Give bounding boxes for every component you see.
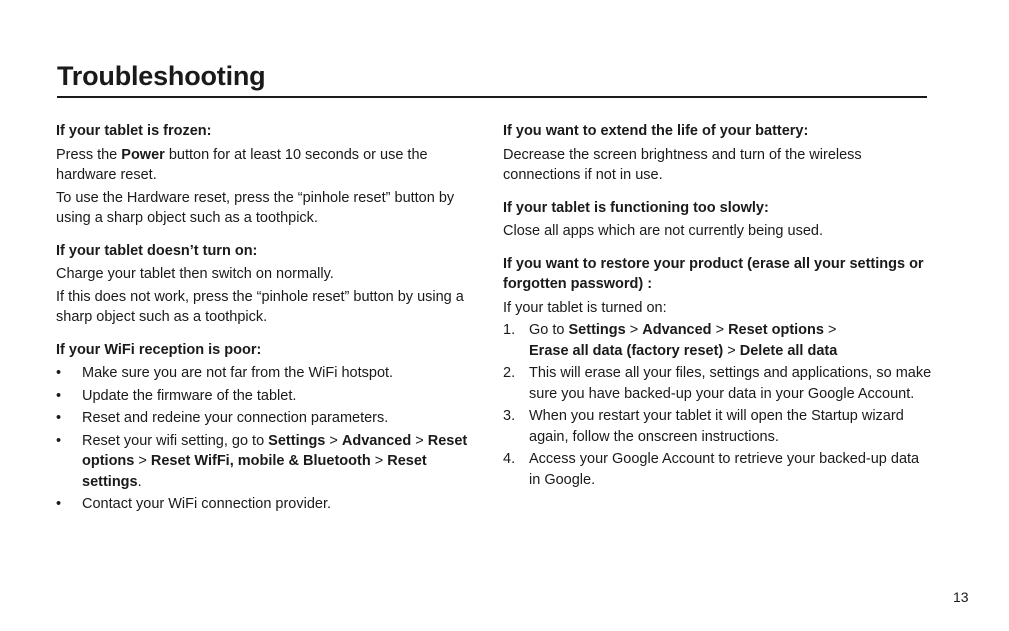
list-item (56, 408, 474, 429)
list-item-text: Update the firmware of the tablet. (82, 387, 297, 404)
text-run: Go to (529, 322, 569, 338)
list-item-text: When you restart your tablet it will open the Startup wizard again, follow the onscreen instructions. (529, 408, 904, 445)
list-item (503, 406, 933, 447)
list-item-text: Access your Google Account to retrieve your backed-up data in Google. (529, 451, 920, 488)
separator: > (723, 342, 740, 359)
list-item (56, 386, 474, 407)
step-number: 4. (503, 451, 516, 467)
restore-steps-list (503, 320, 933, 490)
list-item (56, 363, 474, 384)
bullet-icon: • (56, 432, 62, 449)
reset-options-keyword: Reset options (82, 432, 468, 469)
frozen-paragraph-1 (56, 145, 474, 186)
list-item-text: Make sure you are not far from the WiFi hotspot. (82, 365, 394, 381)
wifi-heading: If your WiFi reception is poor: (56, 341, 262, 358)
step-number: 2. (503, 365, 516, 381)
separator: > (711, 322, 729, 338)
frozen-paragraph-2: To use the Hardware reset, press the “pinhole reset” button by using a sharp object such as a toothpick. (56, 189, 455, 226)
period: . (137, 473, 142, 490)
bullet-icon: • (56, 387, 62, 404)
list-item-text: Contact your WiFi connection provider. (82, 496, 332, 512)
separator: > (625, 322, 643, 338)
list-item (56, 431, 474, 493)
left-column (56, 121, 474, 517)
reset-settings-keyword: Reset settings (82, 453, 427, 490)
list-item (503, 363, 933, 404)
settings-keyword: Settings (568, 322, 626, 338)
separator: > (823, 322, 837, 338)
no-turn-on-paragraph-2: If this does not work, press the “pinhole reset” button by using a sharp object such as a toothpick. (56, 288, 464, 325)
power-keyword: Power (121, 146, 165, 163)
no-turn-on-heading: If your tablet doesn’t turn on: (56, 242, 258, 259)
text-run: Reset your wifi setting, go to (82, 432, 269, 449)
right-column (503, 121, 933, 492)
page-title: Troubleshooting (57, 61, 266, 91)
step-number: 1. (503, 322, 516, 338)
bullet-icon: • (56, 410, 62, 426)
reset-options-keyword: Reset options (728, 322, 824, 338)
slow-paragraph: Close all apps which are not currently being used. (503, 223, 823, 239)
title-divider (57, 96, 927, 98)
list-item (503, 320, 933, 361)
settings-keyword: Settings (268, 432, 326, 449)
wifi-tips-list (56, 363, 474, 515)
list-item-text: This will erase all your files, settings and applications, so make sure you have backed-up your data in your Google Account. (529, 365, 932, 402)
restore-heading: If you want to restore your product (erase all your settings or forgotten password) : (503, 255, 924, 292)
page-number: 13 (953, 589, 969, 605)
separator: > (325, 432, 342, 449)
no-turn-on-paragraph-1: Charge your tablet then switch on normally. (56, 266, 334, 282)
list-item-text (529, 322, 837, 359)
step-number: 3. (503, 408, 516, 424)
erase-all-data-keyword: Erase all data (factory reset) (529, 342, 724, 359)
restore-intro: If your tablet is turned on: (503, 299, 667, 316)
bullet-icon: • (56, 365, 62, 381)
reset-wifi-keyword: Reset WifFi, mobile & Bluetooth (150, 453, 371, 469)
bullet-icon: • (56, 496, 62, 512)
frozen-text-rest: button for at least 10 seconds or use the hardware reset. (56, 146, 428, 183)
list-item (503, 449, 933, 490)
frozen-text: Press the (56, 146, 122, 163)
battery-paragraph: Decrease the screen brightness and turn of the wireless connections if not in use. (503, 146, 862, 183)
list-item-text (82, 433, 467, 490)
separator: > (370, 453, 388, 469)
advanced-keyword: Advanced (642, 322, 712, 338)
list-item-text: Reset and redeine your connection parameters. (82, 410, 389, 426)
slow-heading: If your tablet is functioning too slowly: (503, 199, 769, 216)
list-item (56, 494, 474, 515)
battery-heading: If you want to extend the life of your battery: (503, 123, 809, 139)
advanced-keyword: Advanced (341, 432, 412, 449)
separator: > (134, 453, 151, 469)
frozen-heading: If your tablet is frozen: (56, 123, 212, 139)
delete-all-data-keyword: Delete all data (739, 342, 838, 359)
separator: > (411, 432, 428, 449)
